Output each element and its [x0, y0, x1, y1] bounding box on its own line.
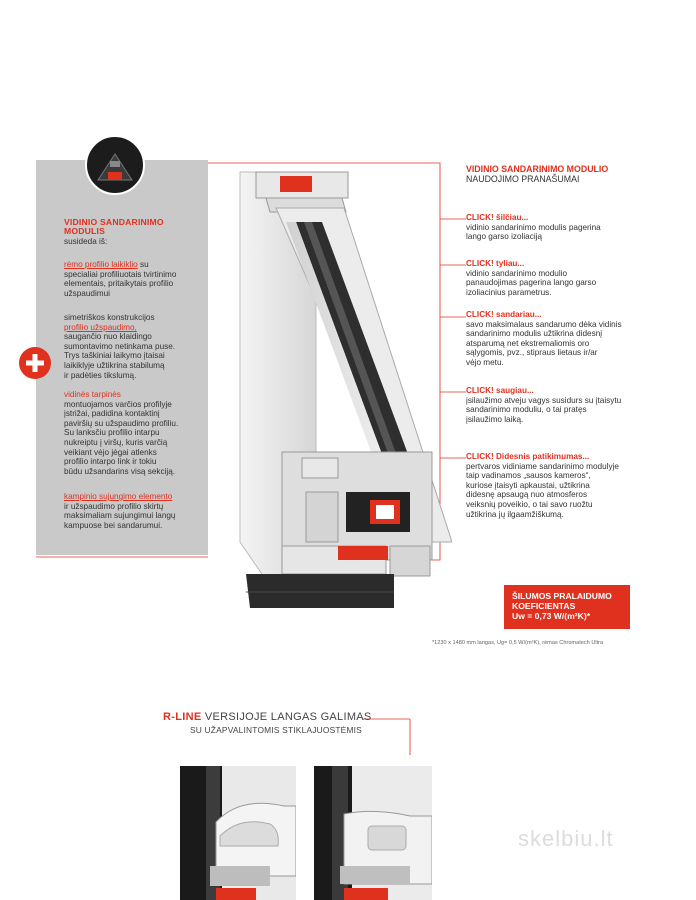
section-frame-holder: rėmo profilio laikiklio su specialiai profiliuotais tvirtinimo elementais, pritaikytais profilio užspaudimui — [64, 260, 177, 298]
advantage-item: CLICK! šilčiau... vidinio sandarinimo modulis pagerina lango garso izoliaciją — [466, 213, 691, 242]
rline-brand: R-LINE — [163, 711, 202, 723]
window-profile-illustration — [226, 162, 452, 614]
advantages-heading — [466, 165, 691, 184]
module-heading — [64, 218, 224, 246]
rline-title: R-LINE VERSIJOJE LANGAS GALIMAS — [163, 711, 372, 723]
advantage-label: CLICK! Didesnis patikimumas... — [466, 452, 590, 461]
advantages-heading-line2: NAUDOJIMO PRANAŠUMAI — [466, 173, 580, 184]
advantages-heading-line1: VIDINIO SANDARINIMO MODULIO — [466, 164, 609, 174]
thermal-coefficient-badge — [504, 585, 630, 629]
badge-line1: ŠILUMOS PRALAIDUMO — [512, 591, 612, 601]
rline-subtitle: SU UŽAPVALINTOMIS STIKLAJUOSTĖMIS — [190, 725, 362, 735]
badge-line3: Uw = 0,73 W/(m²K)* — [512, 611, 591, 621]
advantage-label: CLICK! tyliau... — [466, 259, 525, 268]
section-corner-joint: kampinio sujungimo elemento ir užspaudimo profilio skirtų maksimaliam sujungimui langų kampuose bei sandarumui. — [64, 492, 224, 530]
advantage-label: CLICK! šilčiau... — [466, 213, 529, 222]
section-label: profilio užspaudimo, — [64, 322, 137, 332]
advantage-label: CLICK! saugiau... — [466, 386, 534, 395]
advantage-item: CLICK! saugiau... įsilaužimo atveju vagys susidurs su įtaisytu sandarinimo moduliu, o tai pratęs įsilaužimo laiką. — [466, 386, 691, 424]
module-info-panel — [36, 160, 208, 555]
advantage-item: CLICK! sandariau... savo maksimalaus sandarumo dėka vidinis sandarinimo modulis užtikrina didesnį atsparumą net ekstremaliomis oro sąlygomis, pvz., stipraus lietaus ir/ar vėjo metu. — [466, 310, 691, 368]
section-label: vidinės tarpinės — [64, 390, 121, 399]
section-label: rėmo profilio laikiklio — [64, 260, 138, 269]
badge-line2: KOEFICIENTAS — [512, 601, 576, 611]
module-heading-line1: VIDINIO SANDARINIMO — [64, 217, 164, 227]
section-label: kampinio sujungimo elemento — [64, 492, 173, 501]
rounded-bead-photo-right — [314, 766, 432, 900]
footnote: *1230 x 1480 mm langas, Ug= 0,5 W/(m²K), rėmas Chromatech Ultra — [432, 640, 604, 646]
advantage-item: CLICK! Didesnis patikimumas... pertvaros vidiniame sandarinimo modulyje taip vadinamos „sausos kameros“, kuriose įtaisyti apkaustai, užtikrina didesnę apsaugą nuo atmosferos veiksnių poveikio, o tai savo ruožtu užtikrina jų ilgaamžiškumą. — [466, 452, 691, 519]
watermark: skelbiu.lt — [518, 826, 614, 851]
module-heading-sub: susideda iš: — [64, 236, 108, 246]
section-pressure-profile: simetriškos konstrukcijos profilio užspaudimo, saugančio nuo klaidingo sumontavimo netinkama puse. Trys taškiniai laikymo įtaisai laikiklyje užtikrina stabilumą ir padėties tikslumą. — [64, 313, 224, 380]
section-inner-gasket: vidinės tarpinės montuojamos varčios profilyje įstrižai, padidina kontaktinį paviršių su užspaudimo profiliu. Su lanksčiu profilio intarpu nukreiptu į viršų, kuris varčią veikiant vėjo jėgai atlenks profilio intarpo link ir tokiu būdu užsandarins visą sekciją. — [64, 390, 224, 476]
advantage-label: CLICK! sandariau... — [466, 310, 542, 319]
profile-detail-circle — [84, 134, 146, 196]
advantage-item: CLICK! tyliau... vidinio sandarinimo modulio panaudojimas pagerina lango garso izoliacinius parametrus. — [466, 259, 691, 297]
plus-circle-icon — [18, 346, 52, 380]
module-heading-line2: MODULIS — [64, 226, 106, 237]
rounded-bead-photo-left — [180, 766, 296, 900]
